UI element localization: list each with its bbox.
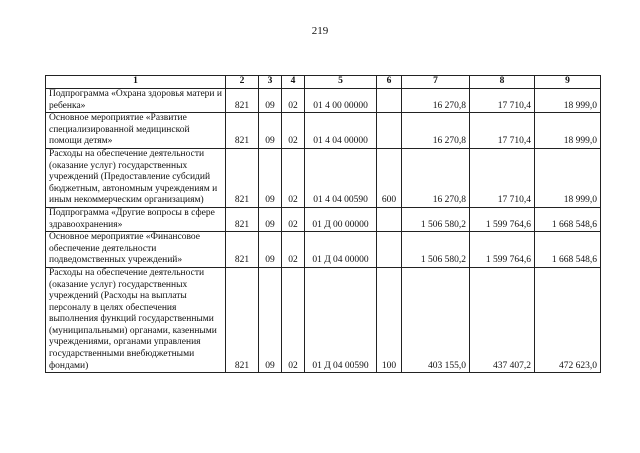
column-header: 9 — [535, 76, 601, 89]
row-gr: 821 — [226, 232, 259, 268]
column-header: 7 — [402, 76, 470, 89]
row-name: Основное мероприятие «Развитие специализированной медицинской помощи детям» — [46, 113, 226, 149]
table-header-row — [46, 76, 601, 89]
row-pr: 02 — [282, 89, 305, 113]
row-value-col8: 1 599 764,6 — [470, 232, 535, 268]
table-row — [46, 232, 601, 268]
row-value-col7: 1 506 580,2 — [402, 207, 470, 231]
row-pr: 02 — [282, 113, 305, 149]
row-value-col8: 17 710,4 — [470, 113, 535, 149]
row-vr: 100 — [377, 267, 402, 372]
row-value-col7: 403 155,0 — [402, 267, 470, 372]
row-value-col9: 18 999,0 — [535, 89, 601, 113]
row-csr: 01 4 04 00000 — [305, 113, 377, 149]
row-pr: 02 — [282, 207, 305, 231]
page-number: 219 — [311, 25, 329, 37]
row-name: Основное мероприятие «Финансовое обеспечение деятельности подведомственных учреждений» — [46, 232, 226, 268]
row-value-col9: 1 668 548,6 — [535, 207, 601, 231]
table-row — [46, 113, 601, 149]
row-csr: 01 4 00 00000 — [305, 89, 377, 113]
row-gr: 821 — [226, 113, 259, 149]
row-value-col8: 17 710,4 — [470, 89, 535, 113]
table-row — [46, 267, 601, 372]
row-vr — [377, 207, 402, 231]
row-name: Расходы на обеспечение деятельности (оказание услуг) государственных учреждений (Предоставление субсидий бюджетным, автономным учреждениям и иным некоммерческим организациям) — [46, 148, 226, 207]
column-header: 6 — [377, 76, 402, 89]
column-header: 5 — [305, 76, 377, 89]
row-value-col8: 1 599 764,6 — [470, 207, 535, 231]
row-value-col9: 18 999,0 — [535, 113, 601, 149]
table-row — [46, 148, 601, 207]
row-rz: 09 — [259, 267, 282, 372]
row-rz: 09 — [259, 89, 282, 113]
row-pr: 02 — [282, 232, 305, 268]
row-value-col7: 1 506 580,2 — [402, 232, 470, 268]
row-gr: 821 — [226, 267, 259, 372]
row-name: Подпрограмма «Другие вопросы в сфере здравоохранения» — [46, 207, 226, 231]
row-gr: 821 — [226, 207, 259, 231]
column-header: 3 — [259, 76, 282, 89]
row-name: Подпрограмма «Охрана здоровья матери и ребенка» — [46, 89, 226, 113]
row-csr: 01 Д 04 00000 — [305, 232, 377, 268]
row-pr: 02 — [282, 148, 305, 207]
row-rz: 09 — [259, 113, 282, 149]
row-value-col7: 16 270,8 — [402, 113, 470, 149]
column-header: 1 — [46, 76, 226, 89]
budget-table — [45, 75, 601, 373]
column-header: 2 — [226, 76, 259, 89]
row-vr: 600 — [377, 148, 402, 207]
row-value-col8: 17 710,4 — [470, 148, 535, 207]
row-vr — [377, 89, 402, 113]
row-rz: 09 — [259, 148, 282, 207]
table-row — [46, 89, 601, 113]
row-gr: 821 — [226, 148, 259, 207]
row-value-col8: 437 407,2 — [470, 267, 535, 372]
row-csr: 01 Д 04 00590 — [305, 267, 377, 372]
row-value-col7: 16 270,8 — [402, 148, 470, 207]
row-csr: 01 4 04 00590 — [305, 148, 377, 207]
column-header: 4 — [282, 76, 305, 89]
row-rz: 09 — [259, 232, 282, 268]
row-gr: 821 — [226, 89, 259, 113]
row-vr — [377, 232, 402, 268]
row-vr — [377, 113, 402, 149]
row-value-col9: 1 668 548,6 — [535, 232, 601, 268]
row-rz: 09 — [259, 207, 282, 231]
row-value-col9: 472 623,0 — [535, 267, 601, 372]
column-header: 8 — [470, 76, 535, 89]
row-name: Расходы на обеспечение деятельности (оказание услуг) государственных учреждений (Расходы на выплаты персоналу в целях обеспечения выполнения функций государственными (муниципальными) органами, казенными учреждениями, органами управления государственными внебюджетными фондами) — [46, 267, 226, 372]
row-csr: 01 Д 00 00000 — [305, 207, 377, 231]
row-value-col9: 18 999,0 — [535, 148, 601, 207]
table-row — [46, 207, 601, 231]
row-value-col7: 16 270,8 — [402, 89, 470, 113]
row-pr: 02 — [282, 267, 305, 372]
